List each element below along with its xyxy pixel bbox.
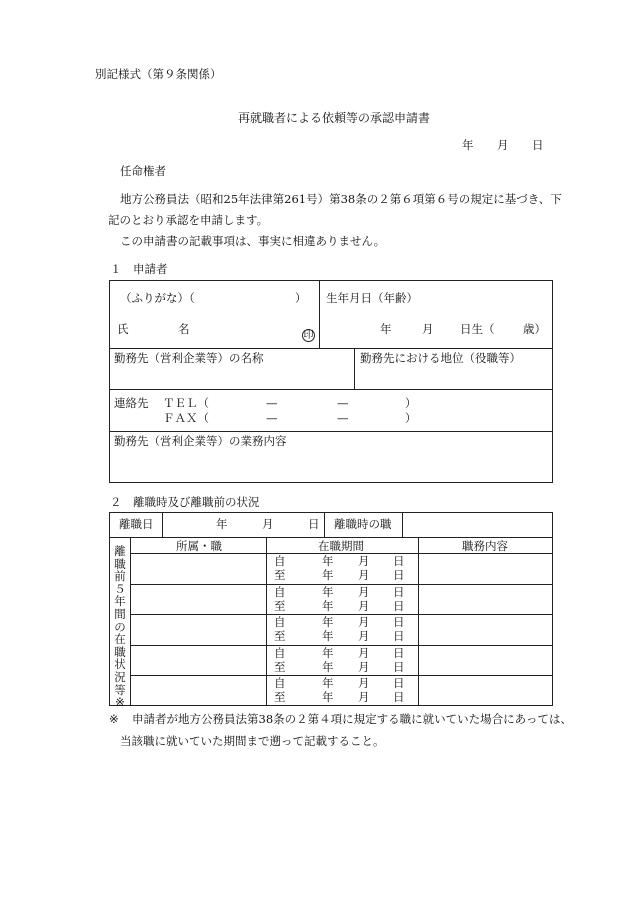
birth-month: 月	[422, 322, 434, 336]
section1-heading: １ 申請者	[110, 262, 168, 276]
period-row-1-year: 年	[322, 554, 334, 568]
period-row-1-month: 月	[358, 568, 370, 582]
period-row-4-from: 自	[274, 646, 286, 660]
period-row-1-year: 年	[322, 568, 334, 582]
period-row-3-month: 月	[358, 629, 370, 643]
body-line-3: この申請書の記載事項は、事実に相違ありません。	[120, 234, 386, 248]
period-row-4-year: 年	[322, 646, 334, 660]
tel-dash-1: —	[266, 396, 278, 410]
retire-position-label: 離職時の職	[334, 517, 392, 531]
period-row-2-year: 年	[322, 585, 334, 599]
birth-age: 歳）	[523, 322, 546, 336]
fax-dash-2: —	[337, 411, 349, 425]
section2-heading: ２ 離職時及び離職前の状況	[110, 495, 260, 509]
name-label-1: 氏	[117, 322, 129, 336]
position-label: 勤務先における地位（役職等）	[360, 351, 521, 365]
period-row-2-day: 日	[393, 585, 405, 599]
applicant-table	[109, 280, 553, 483]
period-row-2-month: 月	[358, 585, 370, 599]
period-row-5-month: 月	[358, 676, 370, 690]
period-row-4-year: 年	[322, 660, 334, 674]
date-year: 年	[462, 138, 474, 152]
period-row-3-year: 年	[322, 629, 334, 643]
note-line-2: 当該職に就いていた期間まで遡って記載すること。	[120, 734, 385, 748]
period-row-4-month: 月	[358, 646, 370, 660]
contact-label: 連絡先	[114, 396, 149, 410]
period-row-1-month: 月	[358, 554, 370, 568]
period-row-2-to: 至	[274, 599, 286, 613]
note-line-1: 申請者が地方公務員法第38条の２第４項に規定する職に就いていた場合にあっては、	[132, 712, 573, 726]
tel-close: ）	[405, 396, 417, 410]
period-row-3-month: 月	[358, 615, 370, 629]
vertical-label: 離 職 前 ５ 年 間 の 在 職 状 況 等 ※	[114, 544, 126, 710]
period-row-3-year: 年	[322, 615, 334, 629]
retire-year: 年	[216, 517, 228, 531]
retire-month: 月	[262, 517, 274, 531]
fax-close: ）	[405, 411, 417, 425]
period-row-3-from: 自	[274, 615, 286, 629]
col-duties: 職務内容	[462, 539, 508, 553]
date-month: 月	[497, 138, 509, 152]
period-row-5-to: 至	[274, 690, 286, 704]
body-line-1: 地方公務員法（昭和25年法律第261号）第38条の２第６項第６号の規定に基づき、下	[120, 192, 562, 206]
period-row-3-to: 至	[274, 629, 286, 643]
retire-day: 日	[308, 517, 320, 531]
fax-label: ＦＡＸ（	[163, 411, 209, 425]
employer-label: 勤務先（営利企業等）の名称	[114, 351, 264, 365]
period-row-2-from: 自	[274, 585, 286, 599]
col-period: 在職期間	[318, 539, 364, 553]
form-label: 別記様式（第９条関係）	[95, 67, 222, 81]
tel-dash-2: —	[337, 396, 349, 410]
period-row-3-day: 日	[393, 629, 405, 643]
period-row-3-day: 日	[393, 615, 405, 629]
period-row-5-month: 月	[358, 690, 370, 704]
birth-label: 生年月日（年齢）	[326, 291, 418, 305]
furigana-label: （ふりがな）（	[120, 291, 195, 305]
period-row-5-year: 年	[322, 690, 334, 704]
period-row-1-to: 至	[274, 568, 286, 582]
body-line-2: 記のとおり承認を申請します。	[108, 213, 269, 227]
period-row-1-day: 日	[393, 568, 405, 582]
birth-day: 日生（	[460, 322, 495, 336]
fax-dash-1: —	[266, 411, 278, 425]
tel-label: ＴＥＬ（	[163, 396, 209, 410]
date-day: 日	[532, 138, 544, 152]
period-row-4-to: 至	[274, 660, 286, 674]
period-row-1-day: 日	[393, 554, 405, 568]
retire-row	[109, 512, 553, 538]
period-row-4-day: 日	[393, 660, 405, 674]
retire-date-label: 離職日	[119, 517, 154, 531]
furigana-close: ）	[295, 291, 307, 305]
name-label-2: 名	[178, 322, 190, 336]
page-title: 再就職者による依頼等の承認申請書	[238, 111, 431, 125]
period-row-2-day: 日	[393, 599, 405, 613]
period-row-2-year: 年	[322, 599, 334, 613]
period-row-1-from: 自	[274, 554, 286, 568]
period-row-5-from: 自	[274, 676, 286, 690]
note-mark: ※	[109, 712, 119, 726]
period-row-2-month: 月	[358, 599, 370, 613]
period-row-5-year: 年	[322, 676, 334, 690]
addressee: 任命権者	[120, 164, 166, 178]
seal-icon: 印	[303, 330, 314, 341]
birth-year: 年	[380, 322, 392, 336]
period-row-4-month: 月	[358, 660, 370, 674]
period-row-5-day: 日	[393, 690, 405, 704]
period-row-4-day: 日	[393, 646, 405, 660]
business-label: 勤務先（営利企業等）の業務内容	[114, 434, 287, 448]
period-row-5-day: 日	[393, 676, 405, 690]
col-dept: 所属・職	[176, 539, 222, 553]
